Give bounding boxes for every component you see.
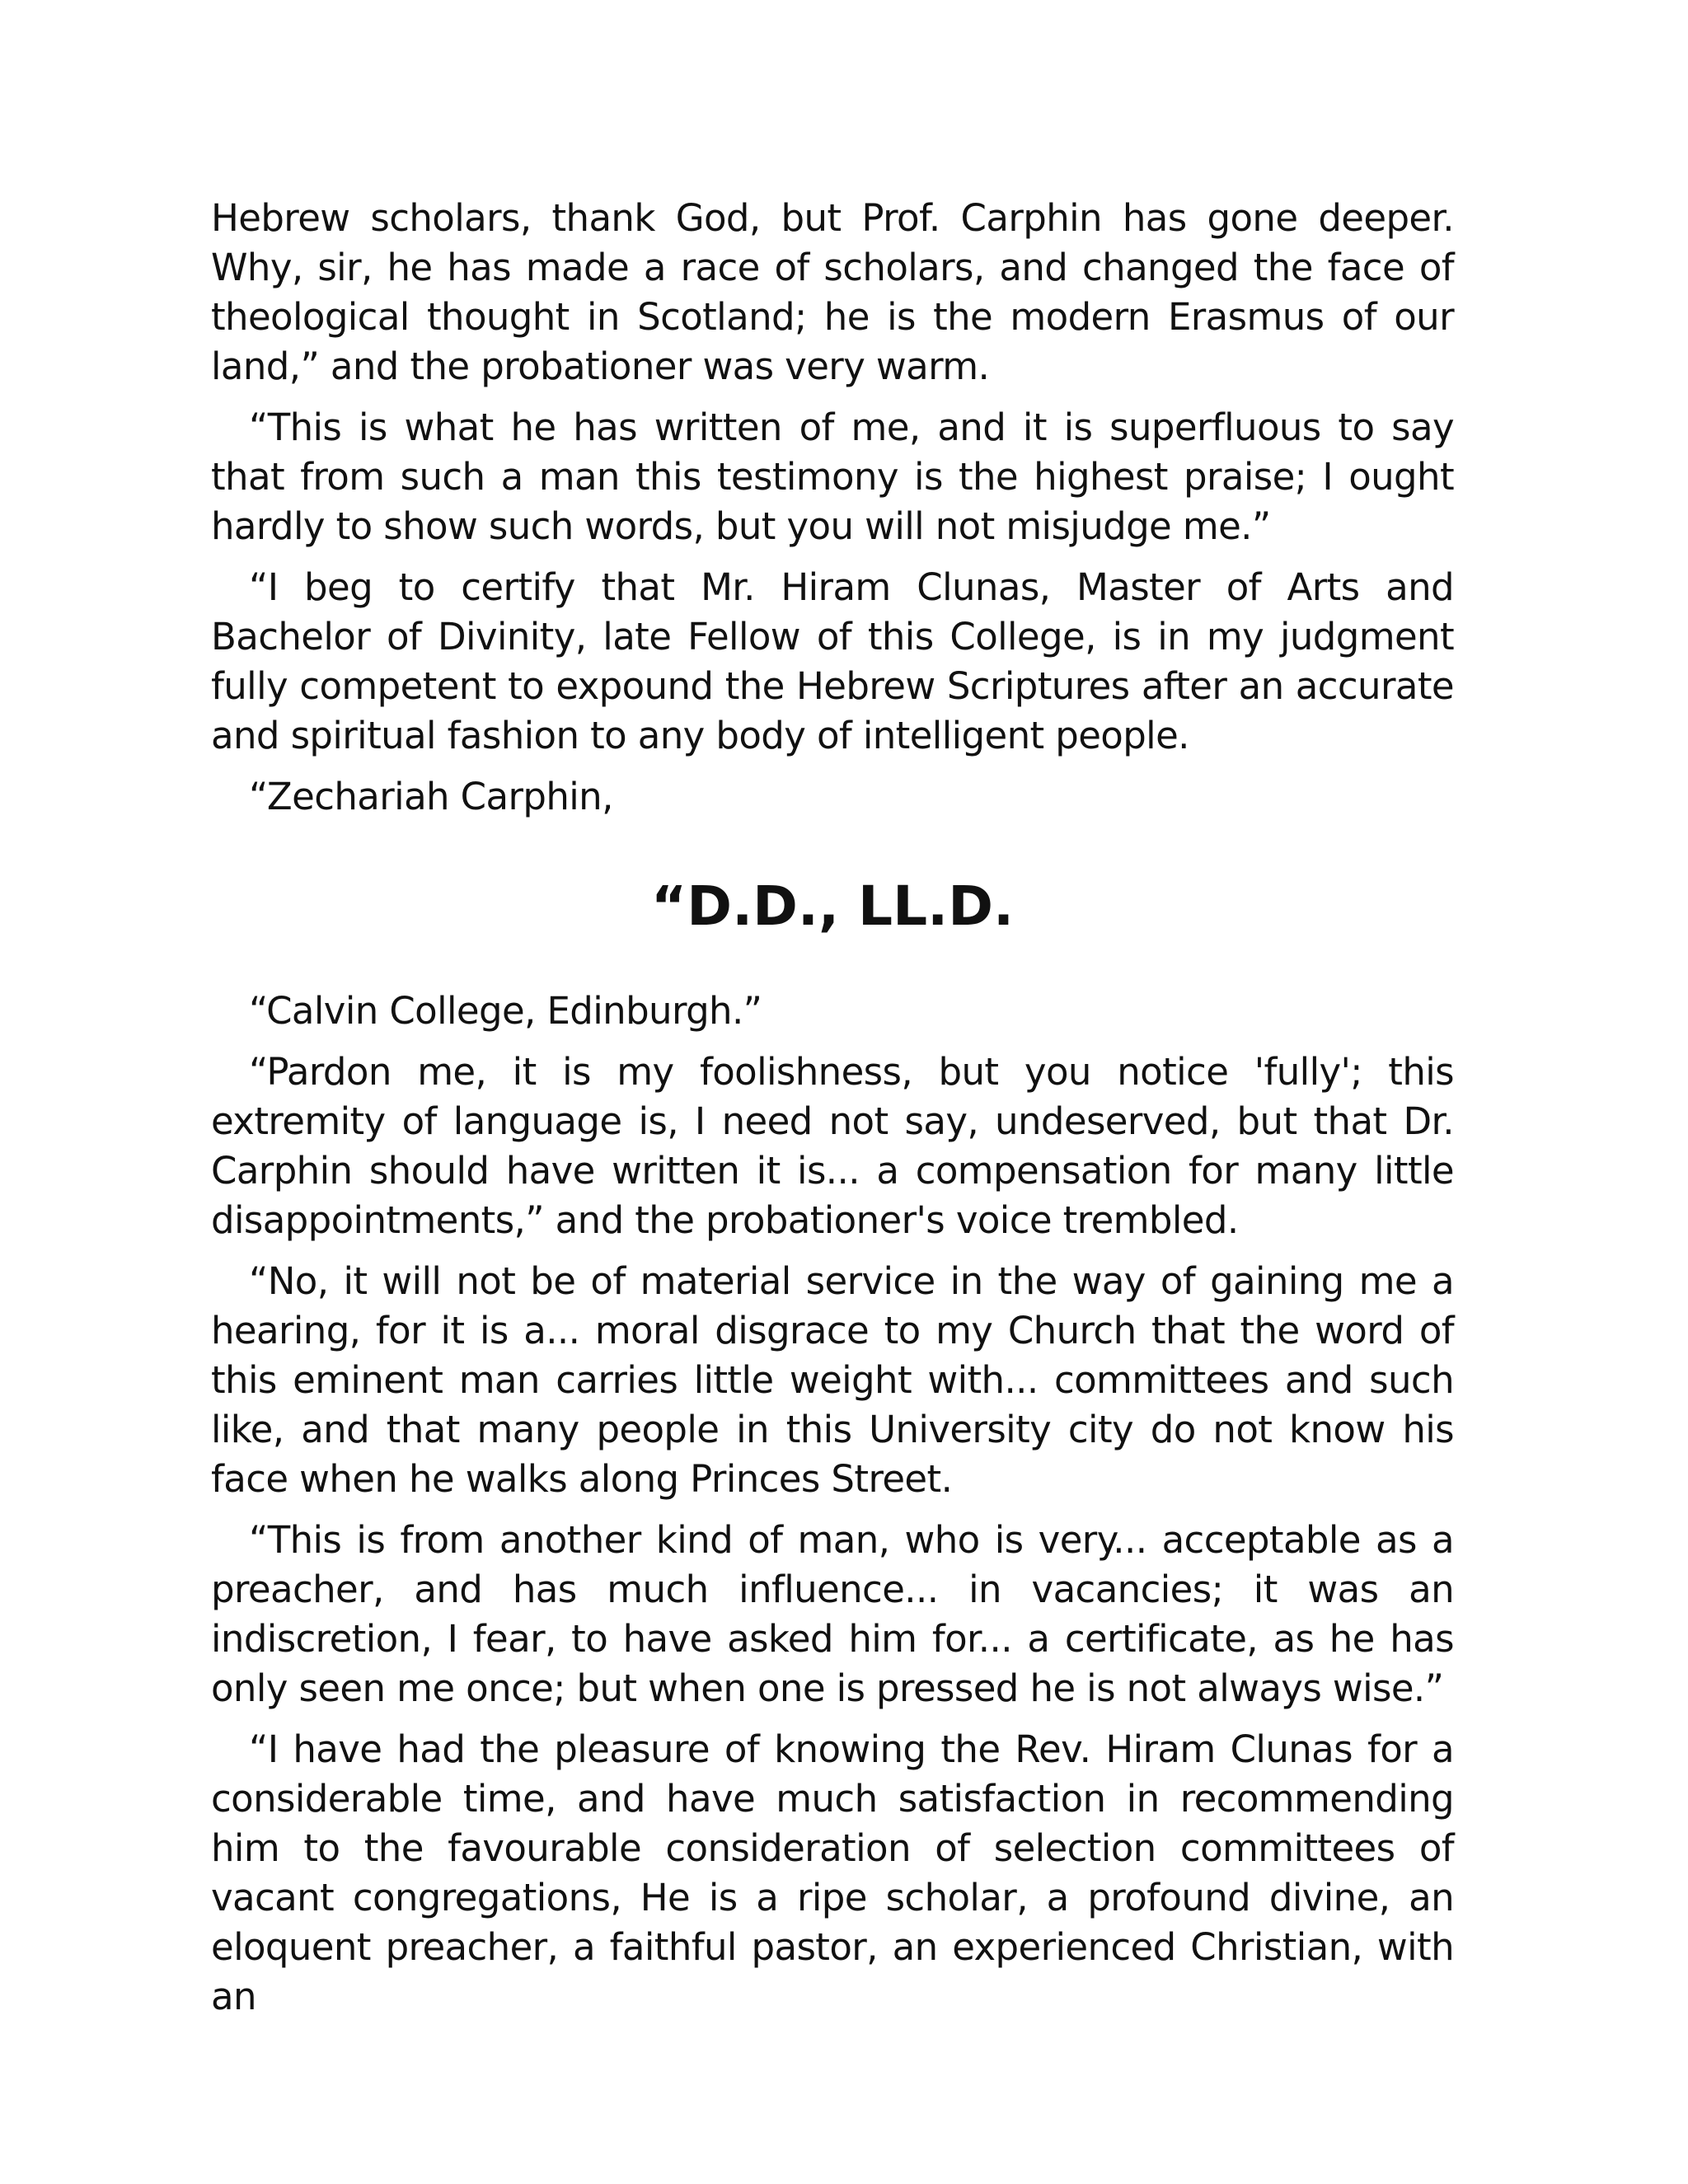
paragraph-no-material-service: “No, it will not be of material service in the way of gaining me a hearing, for it is a... moral disgrace to my Church that the word of this eminent man carries little weight with... committees and such like, and that many people in this University city do not know his face when he walks along Princes Street. <box>211 1259 1454 1501</box>
paragraph-another-kind-of-man: “This is from another kind of man, who is very... acceptable as a preacher, and has much influence... in vacancies; it was an indiscretion, I fear, to have asked him for... a certificate, as he has only seen me once; but when one is pressed he is not always wise.” <box>211 1518 1454 1710</box>
paragraph-second-certificate: “I have had the pleasure of knowing the Rev. Hiram Clunas for a considerable time, and have much satisfaction in recommending him to the favourable consideration of selection committees of vacant congregations, He is a ripe scholar, a profound divine, an eloquent preacher, a faithful pastor, an experienced Christian, with an <box>211 1727 1454 2018</box>
paragraph-pardon-me: “Pardon me, it is my foolishness, but you notice 'fully'; this extremity of language is, I need not say, undeserved, but that Dr. Carphin should have written it is... a compensation for many little disappointments,” and the probationer's voice trembled. <box>211 1050 1454 1242</box>
paragraph-certificate-carphin: “I beg to certify that Mr. Hiram Clunas, Master of Arts and Bachelor of Divinity, late Fellow of this College, is in my judgment fully competent to expound the Hebrew Scriptures after an accurate and spiritual fashion to any body of intelligent people. <box>211 565 1454 757</box>
degrees-heading: “D.D., LL.D. <box>650 874 1015 938</box>
signature-name: “Zechariah Carphin, <box>249 775 613 818</box>
paragraph-hebrew-scholars: Hebrew scholars, thank God, but Prof. Carphin has gone deeper. Why, sir, he has made a race of scholars, and changed the face of theological thought in Scotland; he is the modern Erasmus of our land,” and the probationer was very warm. <box>211 196 1454 388</box>
book-page <box>211 194 1454 2033</box>
paragraph-what-he-has-written: “This is what he has written of me, and it is superfluous to say that from such a man this testimony is the highest praise; I ought hardly to show such words, but you will not misjudge me.” <box>211 405 1454 548</box>
signature-college: “Calvin College, Edinburgh.” <box>249 989 762 1033</box>
